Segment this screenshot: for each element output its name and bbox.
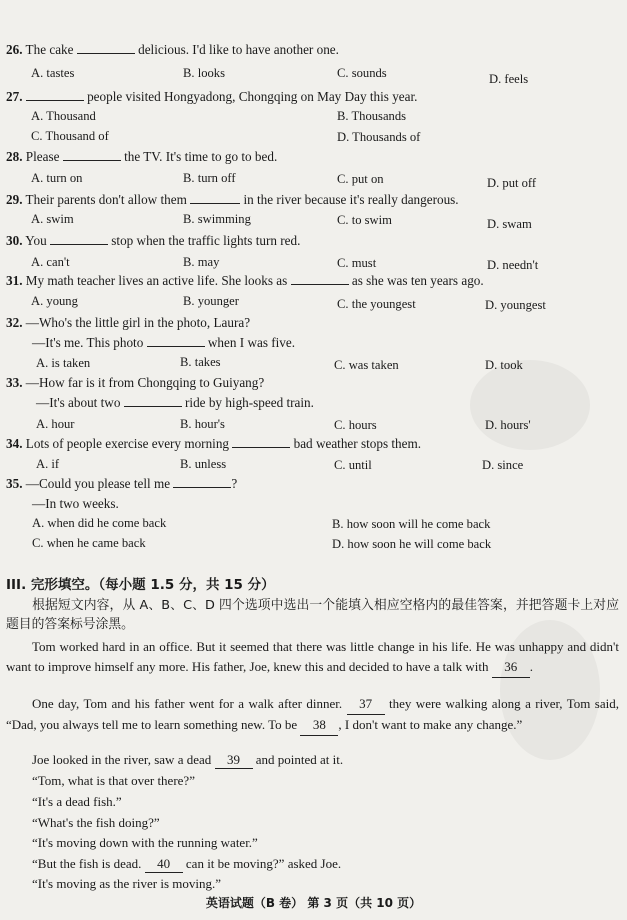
option-c: C. put on	[337, 172, 384, 186]
option-d: D. took	[485, 358, 523, 372]
cloze-paragraph-2: One day, Tom and his father went for a walk after dinner. 37 they were walking along a river, Tom said, “Dad, you always tell me to learn something new. To be 38 , I don't want to make any change.”	[6, 694, 619, 736]
option-b: B. looks	[183, 66, 225, 80]
option-a: A. hour	[36, 417, 75, 431]
answer-blank	[190, 192, 240, 204]
option-b: B. takes	[180, 355, 221, 369]
question-28: 28. Please the TV. It's time to go to bed.	[6, 149, 278, 164]
question-33-reply: —It's about two ride by high-speed train.	[36, 395, 314, 410]
option-d: D. Thousands of	[337, 130, 421, 144]
option-d: D. needn't	[487, 258, 539, 272]
answer-blank	[50, 233, 108, 245]
cloze-paragraph-3: Joe looked in the river, saw a dead 39 and pointed at it.	[32, 752, 344, 767]
option-b: B. unless	[180, 457, 227, 471]
question-32: 32. —Who's the little girl in the photo, Laura?	[6, 315, 251, 330]
dialogue-line: “Tom, what is that over there?”	[32, 773, 195, 788]
option-b: B. how soon will he come back	[332, 517, 491, 531]
cloze-blank-36: 36	[492, 657, 530, 678]
answer-blank	[291, 273, 349, 285]
dialogue-line: “It's a dead fish.”	[32, 794, 122, 809]
option-d: D. feels	[489, 72, 529, 86]
option-b: B. turn off	[183, 171, 236, 185]
dialogue-line: “It's moving as the river is moving.”	[32, 876, 222, 891]
dialogue-line: “What's the fish doing?”	[32, 815, 160, 830]
option-a: A. turn on	[31, 171, 83, 185]
answer-blank	[63, 149, 121, 161]
cloze-blank-38: 38	[300, 715, 338, 736]
option-a: A. can't	[31, 255, 70, 269]
page-footer: 英语试题（B 卷） 第 3 页（共 10 页）	[205, 896, 422, 910]
option-a: A. swim	[31, 212, 74, 226]
option-b: B. Thousands	[337, 109, 407, 123]
question-35-reply: —In two weeks.	[32, 496, 119, 511]
cloze-blank-40: 40	[145, 856, 183, 873]
answer-blank	[77, 42, 135, 54]
question-35: 35. —Could you please tell me ?	[6, 476, 238, 491]
option-c: C. when he came back	[32, 536, 146, 550]
option-d: D. since	[482, 458, 524, 472]
option-c: C. to swim	[337, 213, 392, 227]
cloze-blank-39: 39	[215, 752, 253, 769]
dialogue-line: “It's moving down with the running water.”	[32, 835, 258, 850]
section-title: III. 完形填空。（每小题 1.5 分，共 15 分）	[6, 577, 275, 593]
option-d: D. youngest	[485, 298, 546, 312]
question-34: 34. Lots of people exercise every morning bad weather stops them.	[6, 436, 422, 451]
question-31: 31. My math teacher lives an active life. She looks as as she was ten years ago.	[6, 273, 484, 288]
option-c: C. the youngest	[337, 297, 416, 311]
option-b: B. younger	[183, 294, 239, 308]
cloze-blank-37: 37	[347, 694, 385, 715]
option-a: A. tastes	[31, 66, 75, 80]
answer-blank	[124, 395, 182, 407]
option-a: A. if	[36, 457, 60, 471]
option-c: C. until	[334, 458, 372, 472]
option-c: C. must	[337, 256, 377, 270]
answer-blank	[147, 335, 205, 347]
section-instruction: 根据短文内容，从 A、B、C、D 四个选项中选出一个能填入相应空格内的最佳答案，并把答题卡上对应题目的答案标号涂黑。	[6, 598, 619, 632]
option-a: A. Thousand	[31, 109, 96, 123]
answer-blank	[26, 89, 84, 101]
question-29: 29. Their parents don't allow them in the river because it's really dangerous.	[6, 192, 459, 207]
question-26: 26. The cake delicious. I'd like to have another one.	[6, 42, 339, 57]
dialogue-line: “But the fish is dead. 40 can it be moving?” asked Joe.	[32, 856, 342, 871]
question-32-reply: —It's me. This photo when I was five.	[32, 335, 296, 350]
option-a: A. when did he come back	[32, 516, 167, 530]
option-d: D. put off	[487, 176, 537, 190]
option-b: B. hour's	[180, 417, 225, 431]
option-c: C. Thousand of	[31, 129, 109, 143]
option-a: A. young	[31, 294, 78, 308]
option-a: A. is taken	[36, 356, 91, 370]
option-c: C. was taken	[334, 358, 399, 372]
answer-blank	[232, 436, 290, 448]
option-d: D. swam	[487, 217, 532, 231]
question-33: 33. —How far is it from Chongqing to Guiyang?	[6, 375, 265, 390]
answer-blank	[173, 476, 231, 488]
question-30: 30. You stop when the traffic lights turn red.	[6, 233, 301, 248]
question-27: 27. people visited Hongyadong, Chongqing on May Day this year.	[6, 89, 418, 104]
cloze-paragraph-1: Tom worked hard in an office. But it seemed that there was little change in his life. He was unhappy and didn't want to improve himself any more. His father, Joe, knew this and decided to have a talk with 36 .	[6, 637, 619, 678]
option-d: D. hours'	[485, 418, 531, 432]
option-c: C. hours	[334, 418, 377, 432]
option-d: D. how soon he will come back	[332, 537, 492, 551]
option-b: B. may	[183, 255, 220, 269]
option-c: C. sounds	[337, 66, 387, 80]
option-b: B. swimming	[183, 212, 251, 226]
